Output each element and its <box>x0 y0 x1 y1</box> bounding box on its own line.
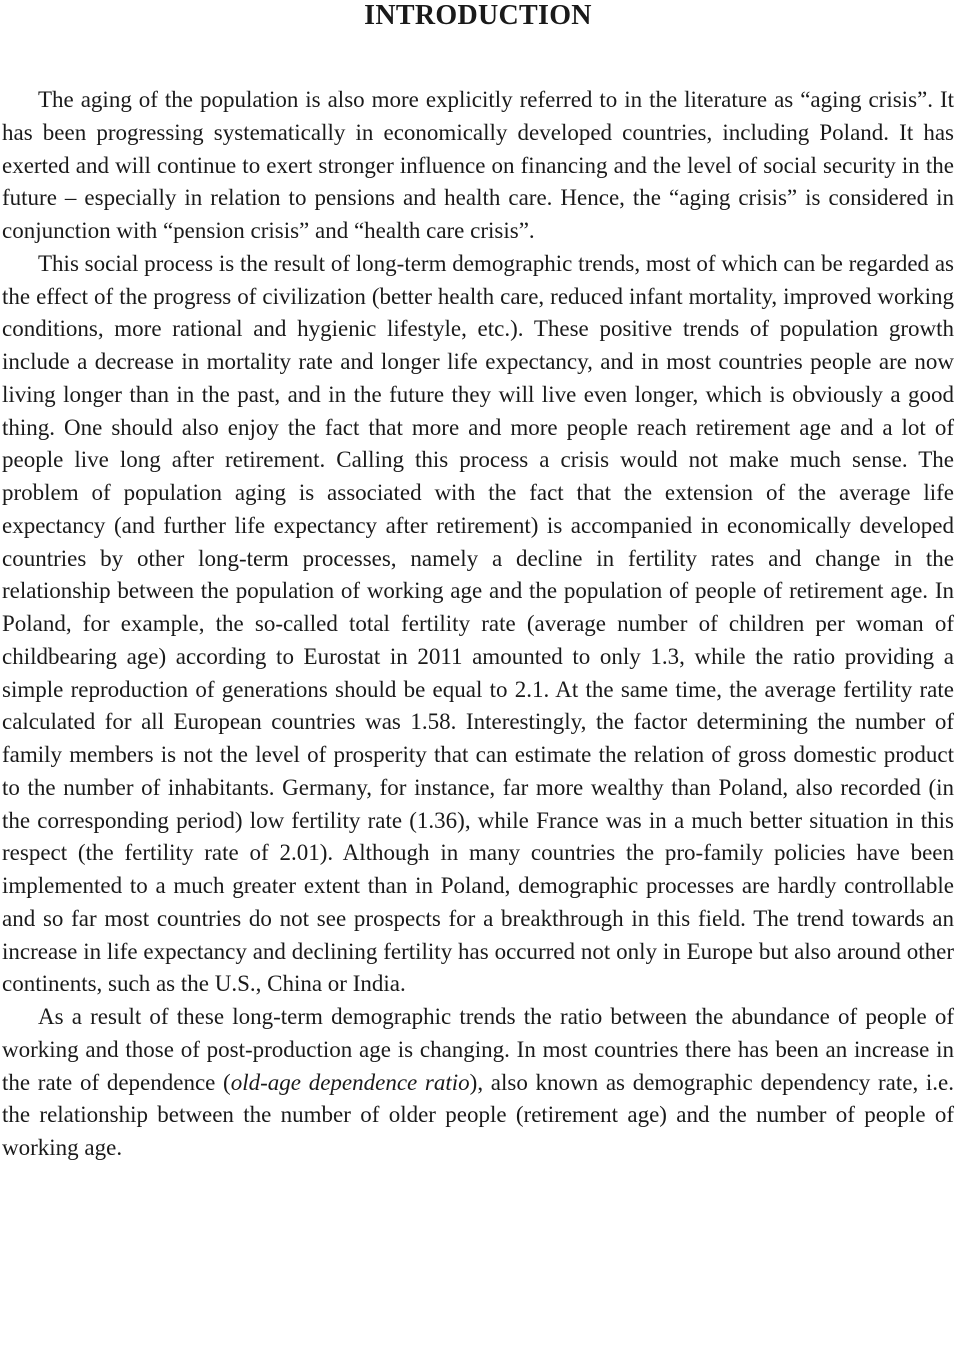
old-age-dependence-ratio-term: old-age dependence ratio <box>230 1069 470 1095</box>
paragraph-2: This social process is the result of long-term demographic trends, most of which can be regarded as the effect of the progress of civilization (better health care, reduced infant mortality, improved working conditions, more rational and hygienic lifestyle, etc.). These positive trends of population growth include a decrease in mortality rate and longer life expectancy, and in most countries people are now living longer than in the past, and in the future they will live even longer, which is obviously a good thing. One should also enjoy the fact that more and more people reach retirement age and a lot of people live long after retirement. Calling this process a crisis would not make much sense. The problem of population aging is associated with the fact that the extension of the average life expectancy (and further life expectancy after retirement) is accompanied in economically developed countries by other long-term processes, namely a decline in fertility rates and change in the relationship between the population of working age and the population of people of retirement age. In Poland, for example, the so-called total fertility rate (average number of children per woman of childbearing age) according to Eurostat in 2011 amounted to only 1.3, while the ratio providing a simple reproduction of generations should be equal to 2.1. At the same time, the average fertility rate calculated for all European countries was 1.58. Interestingly, the factor determining the number of family members is not the level of prosperity that can estimate the relation of gross domestic product to the number of inhabitants. Germany, for instance, far more wealthy than Poland, also recorded (in the corresponding period) low fertility rate (1.36), while France was in a much better situation in this respect (the fertility rate of 2.01). Although in many countries the pro-family policies have been implemented to a much greater extent than in Poland, demographic processes are hardly controllable and so far most countries do not see prospects for a breakthrough in this field. The trend towards an increase in life expectancy and declining fertility has occurred not only in Europe but also around other continents, such as the U.S., China or India. <box>2 250 954 997</box>
document-body <box>2 84 954 1165</box>
paragraph-1: The aging of the population is also more explicitly referred to in the literature as “aging crisis”. It has been progressing systematically in economically developed countries, including Poland. It has exerted and will continue to exert stronger influence on financing and the level of social security in the future – especially in relation to pensions and health care. Hence, the “aging crisis” is considered in conjunction with “pension crisis” and “health care crisis”. <box>2 87 954 243</box>
paragraph-3-start: As a result of these long-term demographic trends the ratio between the abundance of people of working and those of post-production age is changing. In most countries there has been an increase in the rate of dependence ( <box>2 1004 954 1095</box>
page-title: INTRODUCTION <box>364 0 592 31</box>
paragraph-3-end: ), also known as demographic dependency rate, i.e. the relationship between the number of older people (retirement age) and the number of people of working age. <box>2 1069 955 1160</box>
paragraph-3 <box>2 1001 954 1165</box>
